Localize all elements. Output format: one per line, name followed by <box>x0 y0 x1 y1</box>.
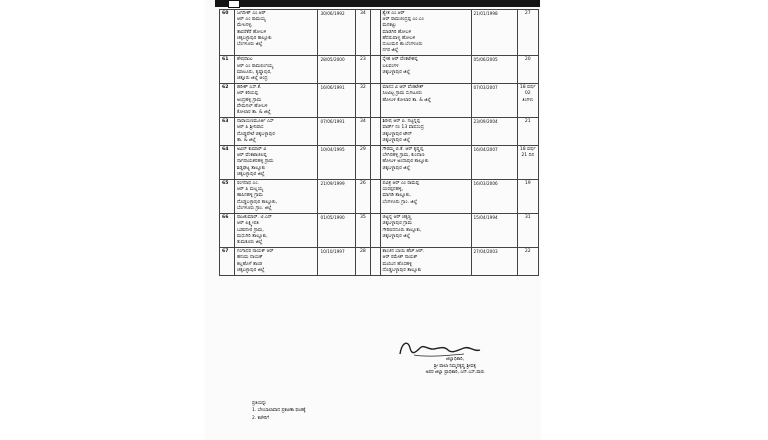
spouse-line: ಮಾನಸ ವಿ ಆರ್ ವೆಂಕಟೇಶ್ <box>382 85 424 91</box>
applicant-dob: 30/06/1992 <box>318 10 355 56</box>
row-number: 60 <box>220 10 235 56</box>
applicant-details <box>234 118 317 146</box>
applicant-age: 23 <box>355 56 370 84</box>
applicant-dob: 10/10/1997 <box>318 248 355 276</box>
spouse-number <box>370 10 380 56</box>
spouse-number <box>370 146 380 180</box>
row-number: 61 <box>220 56 235 84</box>
signature-title: ಜಿಲ್ಲಾಧಿಕಾರಿ, <box>446 357 464 362</box>
spouse-line: ಹೋಬಳಿ ಅಂದಾಪುರ ತಾಲ್ಲೂಕು <box>382 159 429 165</box>
spouse-line: ಸ್ನೇಹ ಆರ್ ವೆಂಕಟೇಶಪ್ಪ <box>382 57 418 63</box>
applicant-line: ಚಿಕ್ಕಬಳ್ಳಾಪುರ ಜಿಲ್ಲೆ <box>236 171 265 177</box>
spouse-details <box>380 84 471 118</box>
applicant-line: ಬೆಂಗಳೂರು ಜಿಲ್ಲೆ <box>236 42 263 48</box>
copy-item: 1. ಬೇಂಬಾಲಾವಾದ ಪ್ರಕಟಣಾ ಫಲಕಕ್ಕೆ <box>252 408 306 414</box>
spouse-line: ಹೋಬಳಿ ಕೋಲಾರ ತಾ. & ಜಿಲ್ಲೆ <box>382 97 432 103</box>
applicant-line: ದೊಡ್ಡಪೇಟೆ ಚಿಕ್ಕಬಳ್ಳಾಪುರ <box>236 131 275 137</box>
applicant-line: ಮಧುಗಿರಿ ತಾಲ್ಲೂಕು, <box>236 233 268 239</box>
applicant-line: ಅವಿನ್ ಕುಮಾರ್ ವಿ <box>236 147 267 153</box>
applicant-dob: 21/09/1999 <box>318 180 355 214</box>
table-row <box>220 10 539 56</box>
applicant-line: ಚಿತ್ತೂರು ಜಿಲ್ಲೆ ಆಂಧ್ರ <box>236 76 268 82</box>
applicant-details <box>234 180 317 214</box>
applicant-age: 26 <box>355 180 370 214</box>
applicant-line: ಹಾಸಿನಹಳ್ಳಿ ಗ್ರಾಮ <box>236 193 263 199</box>
row-number: 63 <box>220 118 235 146</box>
applicant-line: ಶೇಷರಾಜು <box>236 57 253 63</box>
applicant-age: 28 <box>355 248 370 276</box>
applicant-dob: 28/05/2000 <box>318 56 355 84</box>
spouse-line: ಚಿಕ್ಕಬಳ್ಳಾಪುರ ಟೌನ್ <box>382 131 413 137</box>
applicant-dob: 10/04/1995 <box>318 146 355 180</box>
applicant-line: ಗಂಗಾಧರ ನಾಯಕ್ ಆರ್ <box>236 249 274 255</box>
spouse-line: ಚಿಕ್ಕಬಳ್ಳಾಪುರ ಜಿಲ್ಲೆ <box>382 137 411 143</box>
applicant-details <box>234 146 317 180</box>
applicant-line: ಬೆಂಗಳೂರು ಗ್ರಾಂ. ಜಿಲ್ಲೆ <box>236 205 272 211</box>
applicant-details <box>234 248 317 276</box>
applicant-line: ಚಿಕ್ಕಬಳ್ಳಾಪುರ ಜಿಲ್ಲೆ <box>236 267 265 273</box>
spouse-line: ಹೆದರುಪಾಳ್ಯ ಹೋಬಳಿ <box>382 35 416 41</box>
applicant-age: 34 <box>355 118 370 146</box>
table-row <box>220 146 539 180</box>
applicant-line: ಆರ್ ಎಂ ರಾಮಯ್ಯ <box>236 17 266 23</box>
applicant-age: 34 <box>355 10 370 56</box>
applicant-dob: 16/06/1991 <box>318 84 355 118</box>
row-number: 62 <box>220 84 235 118</box>
spouse-line: ಬೇಗಿನಹಳ್ಳಿ ಗ್ರಾಮ, ಕುಂದಾಣ <box>382 153 425 159</box>
applicant-line: ಆರ್ ಕರಿಯಪ್ಪ <box>236 91 259 97</box>
applicant-line: ಮೇಲನಳ್ಳಿ, <box>236 23 253 29</box>
signature-name: ಶ್ರೀ ಪಾಲಾ ನಿಮ್ಮನಕೃಷ್ಣ ಶ್ರೀವತ್ಸ <box>434 363 476 369</box>
spouse-age: 22 <box>517 248 538 276</box>
spouse-line: ಬಲವಂಗಳ <box>382 63 399 69</box>
table-row <box>220 214 539 248</box>
spouse-number <box>370 180 380 214</box>
spouse-dob: 23/09/2004 <box>471 118 517 146</box>
applicant-line: ರಾಜಕುಮಾರ್. ಟಿ.ಎನ್ <box>236 215 272 221</box>
spouse-line: ದೊಡ್ಡಬಳ್ಳಾಪುರ ತಾಲ್ಲೂಕು <box>382 267 422 273</box>
spouse-line: ಮನಕಟ್ಟು <box>382 23 397 29</box>
applicant-line: ಅಂದ್ರಹಳ್ಳಿ ಗ್ರಾಮ <box>236 97 262 103</box>
spouse-age: 19 <box>517 180 538 214</box>
applicant-line: ಕೋಲಾರ ತಾ. & ಜಿಲ್ಲೆ <box>236 110 271 116</box>
row-number: 66 <box>220 214 235 248</box>
spouse-age: 21 <box>517 118 538 146</box>
applicant-details <box>234 10 317 56</box>
spouse-line: ಬೆಂಗಳೂರು ಗ್ರಾಂ. ಜಿಲ್ಲೆ <box>382 199 418 205</box>
applicant-details <box>234 214 317 248</box>
applicant-line: ಆರ್ ಎಂ ರಾಮಲಿಂಗಯ್ಯ <box>236 63 274 69</box>
signature-office: ಅಪರ ಜಿಲ್ಲಾ ಪ್ರಾಧಿಕಾರಿ, ಎನ್.ಎಸ್.ಪಾರು <box>425 370 485 376</box>
spouse-line: ಆರ್ ರಾಮಚಂದ್ರಪ್ಪ ಎಂ.ಎಂ <box>382 17 424 23</box>
copy-to-block <box>252 400 306 422</box>
spouse-line: ಚಿಕ್ಕಬಳ್ಳಾಪುರ ಗ್ರಾಮ <box>382 221 412 227</box>
applicant-line: ವೇಮಗಲ್ ಹೋಬಳಿ <box>236 103 268 109</box>
copy-heading: ಪ್ರತಿಯನ್ನು <box>252 401 267 406</box>
spouse-dob: 05/06/2005 <box>471 56 517 84</box>
applicant-line: ಆರ್ ಪಿ ಶ್ರೀನಿವಾಸ <box>236 125 264 131</box>
register-body <box>220 10 539 276</box>
spouse-dob: 16/04/2007 <box>471 146 517 180</box>
applicant-dob: 01/05/1990 <box>318 214 355 248</box>
applicant-line: ಕಲ್ಲಹೊಳೆ ತಾಂಡ <box>236 261 263 267</box>
spouse-line: ಶ್ವೇತ ಎಂ.ಆರ್ <box>382 11 405 16</box>
spouse-dob: 21/01/1998 <box>471 10 517 56</box>
spouse-line: ಯರಪ್ಪನಹಳ್ಳಿ, <box>382 187 404 193</box>
spouse-details <box>380 146 471 180</box>
spouse-line: ಮಣಿಬನ ಹೊಸಹಳ್ಳಿ <box>382 261 412 267</box>
spouse-number <box>370 248 380 276</box>
row-number: 67 <box>220 248 235 276</box>
spouse-details <box>380 248 471 276</box>
spouse-details <box>380 180 471 214</box>
applicant-line: ಶಿಡ್ಲಘಟ್ಟ ತಾಲ್ಲೂಕು <box>236 165 266 171</box>
spouse-age: 20 <box>517 56 538 84</box>
spouse-line: ಸಿಲವಿಟ್ಟ ಗ್ರಾಮ ಸುಗಟೂರು <box>382 91 423 97</box>
applicant-line: ನಾಗನಾಯಕನಹಳ್ಳಿ ಗ್ರಾಮ <box>236 159 274 165</box>
spouse-age: 27 <box>517 10 538 56</box>
applicant-line: ತಾ. & ಜಿಲ್ಲೆ <box>236 137 256 143</box>
spouse-details <box>380 10 471 56</box>
document-top-edge <box>215 0 540 7</box>
spouse-line: ಚಿಕ್ಕಬಳ್ಳಾಪುರ ಜಿಲ್ಲೆ <box>382 69 411 75</box>
row-number: 64 <box>220 146 235 180</box>
applicant-line: ತುಮಕೂರು ಜಿಲ್ಲೆ <box>236 239 263 245</box>
spouse-dob: 27/04/2003 <box>471 248 517 276</box>
spouse-details <box>380 118 471 146</box>
spouse-details <box>380 56 471 84</box>
signature-block <box>400 357 510 377</box>
spouse-line: ಗೌರಮ್ಮ ಬಿ.ಕೆ. ಆರ್ ಕೃಷ್ಣಪ್ಪ <box>382 147 424 153</box>
header-seal-mark <box>228 0 240 8</box>
applicant-details <box>234 84 317 118</box>
table-row <box>220 248 539 276</box>
spouse-line: ಆರ್ ರಮೇಶ್ ನಾಯಕ್ <box>382 255 418 261</box>
table-row <box>220 180 539 214</box>
spouse-line: ದುಲುಮನ ತಾ.ಬೆಂಗಳೂರು <box>382 42 423 48</box>
applicant-line: ಚಿಕ್ಕಬಳ್ಳಾಪುರ ತಾಲ್ಲೂಕು <box>236 35 272 41</box>
spouse-dob: 16/03/2006 <box>471 180 517 214</box>
register-table <box>219 9 539 276</box>
spouse-line: ಮಾಗಡಿ ತಾಲ್ಲೂಕು, <box>382 193 411 199</box>
applicant-line: ರಂಗನಾಥ ಎಂ. <box>236 181 259 187</box>
applicant-line: ನಾರಾಯಣಮೂರ್ತಿ ಎಸ್ <box>236 119 274 125</box>
applicant-line: ಆರ್ ಲಕ್ಷ್ಮೀಪತಿ <box>236 221 259 227</box>
spouse-line: ಚಿಕ್ಕಬಳ್ಳಾಪುರ ಜಿಲ್ಲೆ <box>382 165 411 171</box>
applicant-details <box>234 56 317 84</box>
applicant-line: ಆರ್ ಪಿ ಮಲ್ಲಯ್ಯ <box>236 187 264 193</box>
applicant-age: 35 <box>355 214 370 248</box>
applicant-line: ಬಡವನೀರ ಗ್ರಾಮ, <box>236 227 264 233</box>
spouse-number <box>370 118 380 146</box>
spouse-line: ಶಿರೀಷ ಆರ್ ಪಿ. ನಟ್ಟನ್ನಪ್ಪ <box>382 119 421 125</box>
applicant-line: ತಾವರೆಕೆರೆ ಹೋಬಳಿ <box>236 29 267 35</box>
table-row <box>220 118 539 146</box>
spouse-number <box>370 84 380 118</box>
spouse-line: ಗೌರಿಬಿದನೂರು ತಾಲ್ಲೂಕು, <box>382 227 422 233</box>
spouse-line: ಕಾಂಚನ ಬಾಯಿ ಹೆಚ್.ಆರ್. <box>382 249 425 255</box>
applicant-age: 32 <box>355 84 370 118</box>
spouse-line: ವಾರ್ಡ್ ನಂ 13 ವಾಪಸಂದ್ರ <box>382 125 424 131</box>
applicant-age: 29 <box>355 146 370 180</box>
applicant-line: ಮಾಲೂರು, ಕೃಷ್ಣಾಪುರ, <box>236 69 272 75</box>
applicant-dob: 07/06/1991 <box>318 118 355 146</box>
spouse-age: 18 ವರ್ಷ 02 ತಿಂಗಳು <box>517 84 538 118</box>
applicant-line: ಹನುಮ ನಾಯಕ್ <box>236 255 263 261</box>
spouse-line: ಚಿಕ್ಕಬಳ್ಳಾಪುರ ಜಿಲ್ಲೆ <box>382 233 411 239</box>
spouse-number <box>370 56 380 84</box>
table-row <box>220 56 539 84</box>
spouse-dob: 07/03/2007 <box>471 84 517 118</box>
spouse-line: ಮಾಡಗಿರಿ ಹೋಬಳಿ <box>382 29 412 35</box>
spouse-number <box>370 214 380 248</box>
applicant-line: ದೊಡ್ಡಬಳ್ಳಾಪುರ ತಾಲ್ಲೂಕು, <box>236 199 278 205</box>
copy-item: 2. ಕಚೇರಿಗೆ <box>252 415 269 421</box>
applicant-line: ಜಗದೀಶ್ ಎಂ.ಆರ್ <box>236 11 266 16</box>
applicant-line: ಹರೀಶ್ ಎಸ್.ಕೆ. <box>236 85 262 91</box>
spouse-details <box>380 214 471 248</box>
spouse-age: 18 ವರ್ಷ 21 ದಿನ <box>517 146 538 180</box>
spouse-line: ಪವಿತ್ರ ಆರ್ ಎಂ ರಾಮಪ್ಪ <box>382 181 420 187</box>
spouse-line: ಚಿಟ್ಟನ್ನ ಆರ್ ಚಿಕ್ಕಣ್ಣ <box>382 215 412 221</box>
row-number: 65 <box>220 180 235 214</box>
applicant-line: ಆರ್ ವೆಂಕಟಾಚಲಪ್ಪ <box>236 153 267 159</box>
table-row <box>220 84 539 118</box>
spouse-dob: 15/04/1994 <box>471 214 517 248</box>
spouse-line: ನಗರ ಜಿಲ್ಲೆ <box>382 48 399 54</box>
spouse-age: 31 <box>517 214 538 248</box>
